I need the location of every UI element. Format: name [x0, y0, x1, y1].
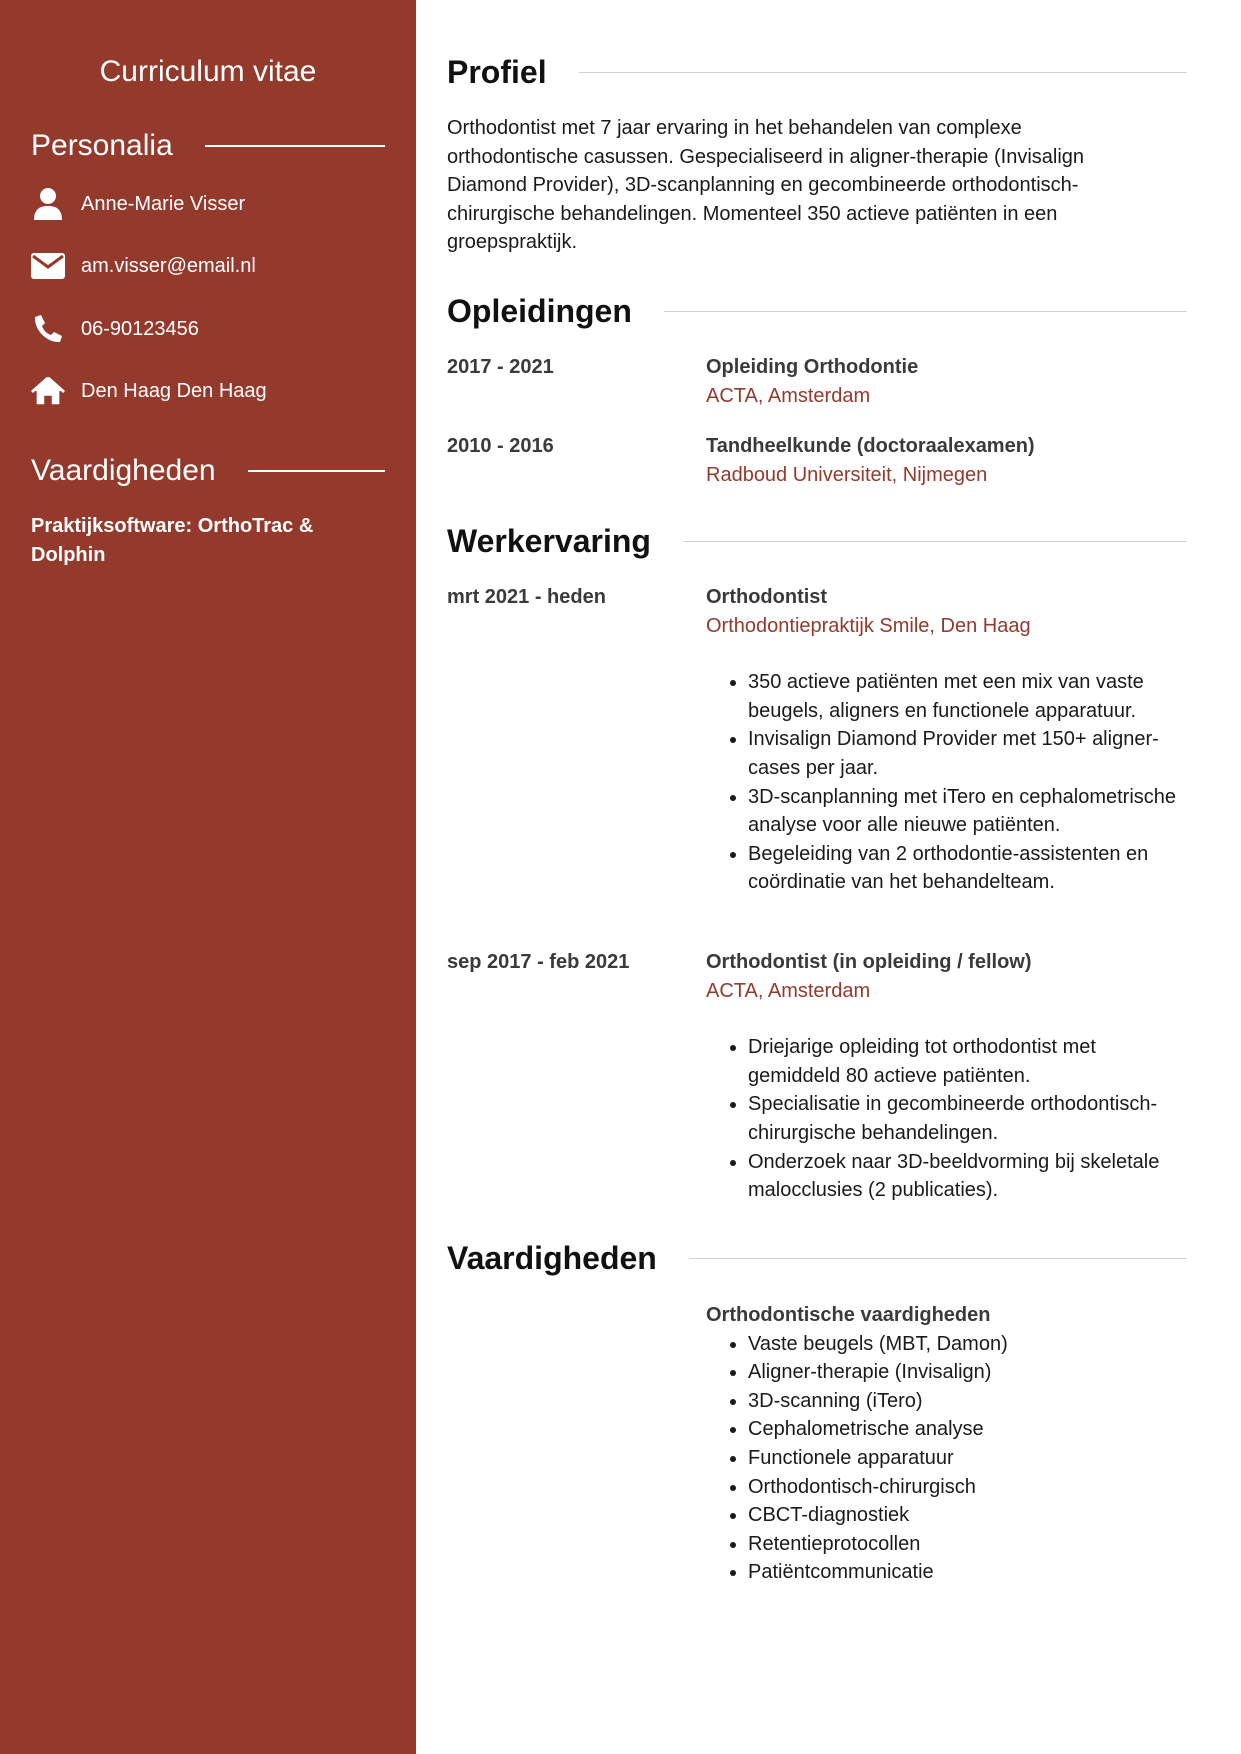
entry-org: ACTA, Amsterdam [706, 384, 871, 407]
contact-address [31, 371, 267, 411]
skills-list [706, 1330, 1187, 1587]
entry-date: 2010 - 2016 [447, 435, 554, 457]
list-item: • Retentieprotocollen [748, 1530, 1187, 1559]
profile-text: Orthodontist met 7 jaar ervaring in het behandelen van complexe orthodontische casussen. Gespecialiseerd in aligner-therapie (Invisalign Diamond Provider), 3D-scanplanning en gecombineerde orthodontisch-chirurgische behandelingen. Momenteel 350 actieve patiënten in een groepspraktijk. [447, 117, 1085, 254]
profile-heading [447, 52, 1187, 92]
contact-name-text: Anne-Marie Visser [81, 192, 246, 215]
cv-title: Curriculum vitae [99, 55, 317, 88]
entry-bullets [706, 1033, 1187, 1205]
list-item: • Aligner-therapie (Invisalign) [748, 1358, 1187, 1387]
list-item: • Orthodontisch-chirurgisch [748, 1473, 1187, 1502]
profile-heading-label: Profiel [447, 54, 547, 90]
skills-heading-label: Vaardigheden [447, 1240, 657, 1276]
sidebar [0, 0, 416, 1754]
list-item: • 350 actieve patiënten met een mix van vaste beugels, aligners en functionele apparatuur. [748, 668, 1187, 725]
profile-divider [579, 72, 1187, 73]
entry-org: Radboud Universiteit, Nijmegen [706, 463, 988, 486]
entry-body [706, 353, 1187, 410]
entry-title: Orthodontist (in opleiding / fellow) [706, 951, 1032, 973]
contact-email[interactable] [31, 246, 256, 286]
personalia-divider [205, 145, 385, 147]
list-item: • Onderzoek naar 3D-beeldvorming bij skeletale malocclusies (2 publicaties). [748, 1148, 1187, 1205]
home-icon [31, 374, 65, 408]
sidebar-skills-divider [248, 470, 385, 472]
entry-date: 2017 - 2021 [447, 356, 554, 378]
entry-date: mrt 2021 - heden [447, 586, 606, 608]
contact-address-text: Den Haag Den Haag [81, 379, 267, 402]
main-content [447, 0, 1187, 1754]
entry-org: Orthodontiepraktijk Smile, Den Haag [706, 614, 1031, 637]
skills-divider [689, 1258, 1187, 1259]
contact-email-text[interactable]: am.visser@email.nl [81, 254, 256, 277]
entry-body [706, 583, 1187, 897]
experience-divider [683, 541, 1187, 542]
skills-heading [447, 1238, 1187, 1278]
list-item: • 3D-scanplanning met iTero en cephalometrische analyse voor alle nieuwe patiënten. [748, 783, 1187, 840]
list-item: • Begeleiding van 2 orthodontie-assistenten en coördinatie van het behandelteam. [748, 840, 1187, 897]
entry-title: Opleiding Orthodontie [706, 356, 919, 378]
list-item: • Functionele apparatuur [748, 1444, 1187, 1473]
envelope-icon [31, 249, 65, 283]
person-icon [31, 187, 65, 221]
entry-body [706, 1301, 1187, 1587]
personalia-heading [31, 126, 385, 166]
sidebar-skills-heading [31, 451, 385, 491]
phone-icon [31, 312, 65, 346]
education-divider [664, 311, 1187, 312]
list-item: • 3D-scanning (iTero) [748, 1387, 1187, 1416]
contact-name [31, 184, 245, 224]
personalia-heading-label: Personalia [31, 129, 173, 162]
list-item: • Vaste beugels (MBT, Damon) [748, 1330, 1187, 1359]
entry-title: Tandheelkunde (doctoraalexamen) [706, 435, 1035, 457]
entry-body [706, 948, 1187, 1205]
list-item: • Invisalign Diamond Provider met 150+ aligner-cases per jaar. [748, 725, 1187, 782]
list-item: • Driejarige opleiding tot orthodontist met gemiddeld 80 actieve patiënten. [748, 1033, 1187, 1090]
entry-body [706, 432, 1187, 489]
education-heading [447, 291, 1187, 331]
entry-title: Orthodontist [706, 586, 828, 608]
contact-phone-text[interactable]: 06-90123456 [81, 317, 199, 340]
list-item: • CBCT-diagnostiek [748, 1501, 1187, 1530]
skills-group-title: Orthodontische vaardigheden [706, 1304, 991, 1326]
contact-phone[interactable] [31, 309, 199, 349]
list-item: • Specialisatie in gecombineerde orthodontisch-chirurgische behandelingen. [748, 1090, 1187, 1147]
experience-heading [447, 521, 1187, 561]
sidebar-skills-heading-label: Vaardigheden [31, 454, 216, 487]
education-heading-label: Opleidingen [447, 293, 632, 329]
sidebar-skill-item: Praktijksoftware: OrthoTrac & Dolphin [31, 515, 314, 566]
entry-bullets [706, 668, 1187, 897]
experience-heading-label: Werkervaring [447, 523, 651, 559]
list-item: • Patiëntcommunicatie [748, 1558, 1187, 1587]
entry-org: ACTA, Amsterdam [706, 979, 871, 1002]
entry-date: sep 2017 - feb 2021 [447, 951, 630, 973]
list-item: • Cephalometrische analyse [748, 1415, 1187, 1444]
